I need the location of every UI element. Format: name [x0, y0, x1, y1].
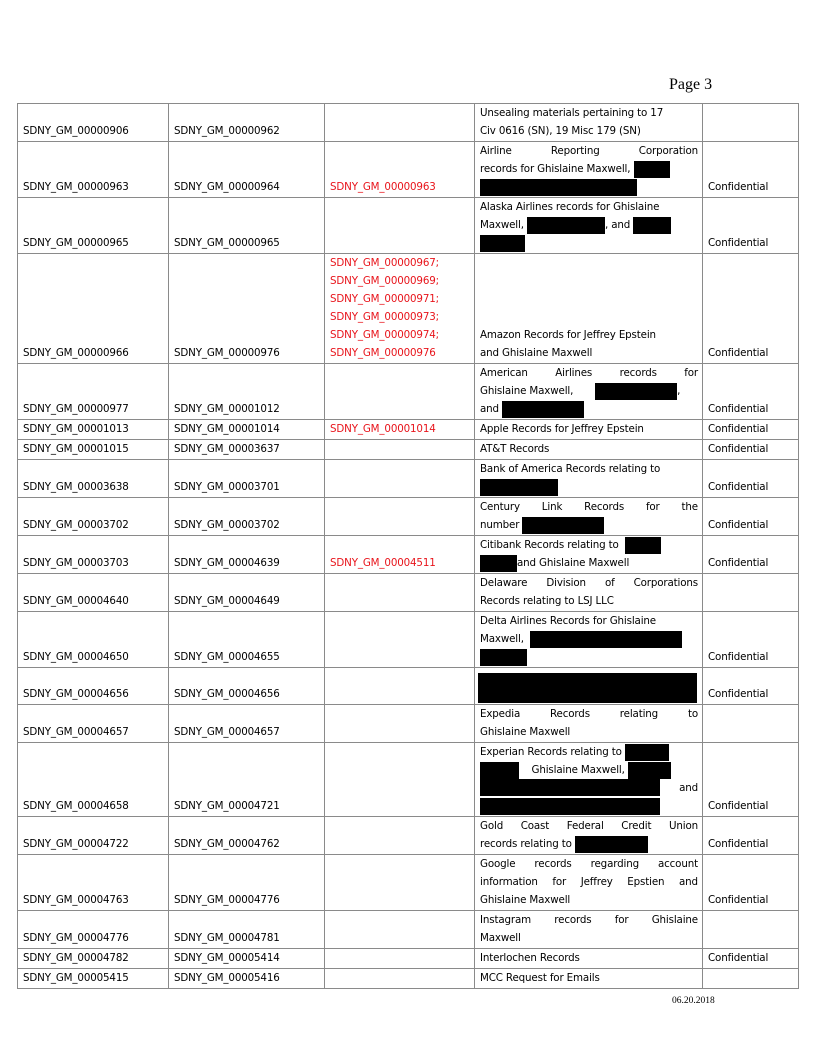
reference-line: SDNY_GM_00000967;: [330, 257, 439, 269]
begin-bates: SDNY_GM_00000966: [18, 254, 169, 364]
designation: [703, 969, 799, 989]
production-log-table: [17, 103, 799, 989]
description: Interlochen Records: [475, 949, 703, 969]
reference-bates: SDNY_GM_00001014: [325, 420, 475, 440]
end-bates: SDNY_GM_00000962: [169, 104, 325, 142]
description-line: Bank of America Records relating to: [480, 463, 661, 475]
reference-bates: [325, 104, 475, 142]
designation: Confidential: [703, 460, 799, 498]
begin-bates: SDNY_GM_00003638: [18, 460, 169, 498]
begin-bates: SDNY_GM_00001013: [18, 420, 169, 440]
reference-line: SDNY_GM_00000971;: [330, 293, 439, 305]
description-line: [480, 835, 698, 853]
description-line: [480, 761, 698, 779]
description-text: number: [480, 519, 520, 531]
description-line: Amazon Records for Jeffrey Epstein: [480, 329, 656, 341]
description-line: Civ 0616 (SN), 19 Misc 179 (SN): [480, 125, 641, 137]
description-line: [480, 536, 698, 554]
description: [475, 817, 703, 855]
description-line: [480, 779, 698, 797]
designation: [703, 104, 799, 142]
table-row: [18, 498, 799, 536]
table-row: [18, 612, 799, 668]
table-row: [18, 817, 799, 855]
description-line: Ghislaine Maxwell: [480, 726, 571, 738]
reference-bates: [325, 198, 475, 254]
end-bates: SDNY_GM_00005416: [169, 969, 325, 989]
designation: Confidential: [703, 743, 799, 817]
description: [475, 668, 703, 705]
designation: [703, 911, 799, 949]
description-line: Ghislaine Maxwell: [480, 894, 571, 906]
description-line: Ghislaine Maxwell, ,: [480, 382, 698, 400]
table-row: [18, 668, 799, 705]
description-line: Century Link Records for the: [480, 501, 698, 513]
end-bates: SDNY_GM_00004655: [169, 612, 325, 668]
description-line: Airline Reporting Corporation: [480, 145, 698, 157]
description: [475, 705, 703, 743]
description: [475, 198, 703, 254]
begin-bates: SDNY_GM_00000965: [18, 198, 169, 254]
end-bates: SDNY_GM_00004781: [169, 911, 325, 949]
reference-bates: [325, 460, 475, 498]
table-row: [18, 364, 799, 420]
end-bates: SDNY_GM_00005414: [169, 949, 325, 969]
description-line: Maxwell: [480, 932, 521, 944]
designation: Confidential: [703, 254, 799, 364]
designation: Confidential: [703, 949, 799, 969]
description: [475, 498, 703, 536]
table-row: [18, 574, 799, 612]
end-bates: SDNY_GM_00004657: [169, 705, 325, 743]
begin-bates: SDNY_GM_00004640: [18, 574, 169, 612]
description-line: [480, 797, 698, 815]
designation: Confidential: [703, 536, 799, 574]
description-line: Alaska Airlines records for Ghislaine: [480, 201, 660, 213]
table-row: [18, 855, 799, 911]
begin-bates: SDNY_GM_00003703: [18, 536, 169, 574]
begin-bates: SDNY_GM_00000906: [18, 104, 169, 142]
redaction-box: [595, 383, 677, 400]
description: Apple Records for Jeffrey Epstein: [475, 420, 703, 440]
description: [475, 460, 703, 498]
begin-bates: SDNY_GM_00004782: [18, 949, 169, 969]
description-line: [480, 234, 698, 252]
begin-bates: SDNY_GM_00004657: [18, 705, 169, 743]
table-row: [18, 198, 799, 254]
begin-bates: SDNY_GM_00005415: [18, 969, 169, 989]
description-line: information for Jeffrey Epstien and: [480, 876, 698, 888]
begin-bates: SDNY_GM_00000977: [18, 364, 169, 420]
description: [475, 104, 703, 142]
end-bates: SDNY_GM_00004721: [169, 743, 325, 817]
description-text: and: [480, 403, 499, 415]
description-text: and: [611, 219, 631, 231]
begin-bates: SDNY_GM_00000963: [18, 142, 169, 198]
end-bates: SDNY_GM_00004656: [169, 668, 325, 705]
redaction-box: [480, 479, 558, 496]
redaction-box: [633, 217, 671, 234]
description-line: [478, 673, 698, 703]
table-row: [18, 536, 799, 574]
description-text: and Ghislaine Maxwell: [517, 557, 630, 569]
begin-bates: SDNY_GM_00004650: [18, 612, 169, 668]
table-row: [18, 460, 799, 498]
reference-line: SDNY_GM_00000969;: [330, 275, 439, 287]
table-row: [18, 440, 799, 460]
begin-bates: SDNY_GM_00004776: [18, 911, 169, 949]
reference-bates: SDNY_GM_00004511: [325, 536, 475, 574]
table-row: [18, 705, 799, 743]
reference-bates: [325, 498, 475, 536]
description-text: Ghislaine Maxwell,: [531, 764, 625, 776]
description-text: records for Ghislaine Maxwell,: [480, 163, 631, 175]
table-row: [18, 420, 799, 440]
description: MCC Request for Emails: [475, 969, 703, 989]
description-line: [480, 516, 698, 534]
begin-bates: SDNY_GM_00001015: [18, 440, 169, 460]
designation: Confidential: [703, 364, 799, 420]
description-line: Expedia Records relating to: [480, 708, 698, 720]
designation: Confidential: [703, 817, 799, 855]
end-bates: SDNY_GM_00001012: [169, 364, 325, 420]
description-text: Maxwell,: [480, 633, 524, 645]
begin-bates: SDNY_GM_00004722: [18, 817, 169, 855]
reference-bates: [325, 855, 475, 911]
designation: [703, 705, 799, 743]
description-line: Unsealing materials pertaining to 17: [480, 107, 664, 119]
description-line: [480, 743, 698, 761]
description-text: and: [679, 782, 698, 794]
designation: Confidential: [703, 420, 799, 440]
description: [475, 142, 703, 198]
description: [475, 855, 703, 911]
reference-bates: [325, 969, 475, 989]
redaction-box: [575, 836, 648, 853]
description: [475, 254, 703, 364]
description-line: [480, 648, 698, 666]
designation: Confidential: [703, 198, 799, 254]
description: [475, 536, 703, 574]
description-line: [480, 554, 698, 572]
redaction-box: [480, 649, 527, 666]
reference-line: SDNY_GM_00000973;: [330, 311, 439, 323]
description-text: Citibank Records relating to: [480, 539, 619, 551]
description-line: and Ghislaine Maxwell: [480, 347, 593, 359]
end-bates: SDNY_GM_00000976: [169, 254, 325, 364]
description-line: Maxwell, , and: [480, 216, 698, 234]
end-bates: SDNY_GM_00004776: [169, 855, 325, 911]
description-line: American Airlines records for: [480, 367, 698, 379]
description-line: [480, 400, 698, 418]
redaction-box: [634, 161, 670, 178]
description-line: [480, 630, 698, 648]
end-bates: SDNY_GM_00004762: [169, 817, 325, 855]
description-line: Delaware Division of Corporations: [480, 577, 698, 589]
redaction-box: [480, 555, 517, 572]
designation: Confidential: [703, 498, 799, 536]
designation: Confidential: [703, 440, 799, 460]
description-line: Records relating to LSJ LLC: [480, 595, 614, 607]
description-line: Google records regarding account: [480, 858, 698, 870]
description-line: Gold Coast Federal Credit Union: [480, 820, 698, 832]
description: AT&T Records: [475, 440, 703, 460]
end-bates: SDNY_GM_00004649: [169, 574, 325, 612]
table-row: [18, 949, 799, 969]
redaction-box: [480, 762, 519, 779]
reference-bates: [325, 743, 475, 817]
table-row: [18, 743, 799, 817]
designation: [703, 574, 799, 612]
table-row: [18, 142, 799, 198]
redaction-box: [502, 401, 584, 418]
table-row: [18, 969, 799, 989]
table-row: [18, 254, 799, 364]
description: [475, 574, 703, 612]
end-bates: SDNY_GM_00003637: [169, 440, 325, 460]
reference-bates: [325, 817, 475, 855]
reference-bates: [325, 440, 475, 460]
description-text: Maxwell,: [480, 219, 524, 231]
redaction-box: [480, 235, 525, 252]
begin-bates: SDNY_GM_00004656: [18, 668, 169, 705]
reference-bates: [325, 668, 475, 705]
description-line: Instagram records for Ghislaine: [480, 914, 698, 926]
redaction-box: [625, 537, 661, 554]
reference-bates: SDNY_GM_00000963: [325, 142, 475, 198]
description-text: Ghislaine Maxwell,: [480, 385, 574, 397]
redaction-box: [530, 631, 682, 648]
description-line: [480, 178, 698, 196]
begin-bates: SDNY_GM_00004658: [18, 743, 169, 817]
designation: Confidential: [703, 855, 799, 911]
redaction-box: [478, 673, 697, 703]
description: [475, 743, 703, 817]
reference-bates: [325, 612, 475, 668]
redaction-box: [628, 762, 671, 779]
description: [475, 364, 703, 420]
end-bates: SDNY_GM_00003701: [169, 460, 325, 498]
end-bates: SDNY_GM_00004639: [169, 536, 325, 574]
end-bates: SDNY_GM_00001014: [169, 420, 325, 440]
end-bates: SDNY_GM_00000965: [169, 198, 325, 254]
reference-line: SDNY_GM_00000974;: [330, 329, 439, 341]
designation: Confidential: [703, 668, 799, 705]
reference-bates: [325, 254, 475, 364]
begin-bates: SDNY_GM_00004763: [18, 855, 169, 911]
table-row: [18, 104, 799, 142]
table-row: [18, 911, 799, 949]
description-text: records relating to: [480, 838, 572, 850]
reference-bates: [325, 949, 475, 969]
redaction-box: [527, 217, 605, 234]
designation: Confidential: [703, 612, 799, 668]
description: [475, 612, 703, 668]
reference-bates: [325, 911, 475, 949]
redaction-box: [480, 179, 637, 196]
begin-bates: SDNY_GM_00003702: [18, 498, 169, 536]
reference-bates: [325, 364, 475, 420]
reference-bates: [325, 574, 475, 612]
page-number: Page 3: [669, 76, 713, 93]
description-line: Delta Airlines Records for Ghislaine: [480, 615, 656, 627]
description-text: Experian Records relating to: [480, 746, 622, 758]
redaction-box: [480, 798, 660, 815]
document-date: 06.20.2018: [672, 996, 715, 1006]
description: [475, 911, 703, 949]
description-line: [480, 478, 698, 496]
designation: Confidential: [703, 142, 799, 198]
reference-bates: [325, 705, 475, 743]
redaction-box: [522, 517, 604, 534]
reference-line: SDNY_GM_00000976: [330, 347, 436, 359]
end-bates: SDNY_GM_00003702: [169, 498, 325, 536]
end-bates: SDNY_GM_00000964: [169, 142, 325, 198]
redaction-box: [480, 779, 660, 796]
description-line: [480, 160, 698, 178]
redaction-box: [625, 744, 669, 761]
